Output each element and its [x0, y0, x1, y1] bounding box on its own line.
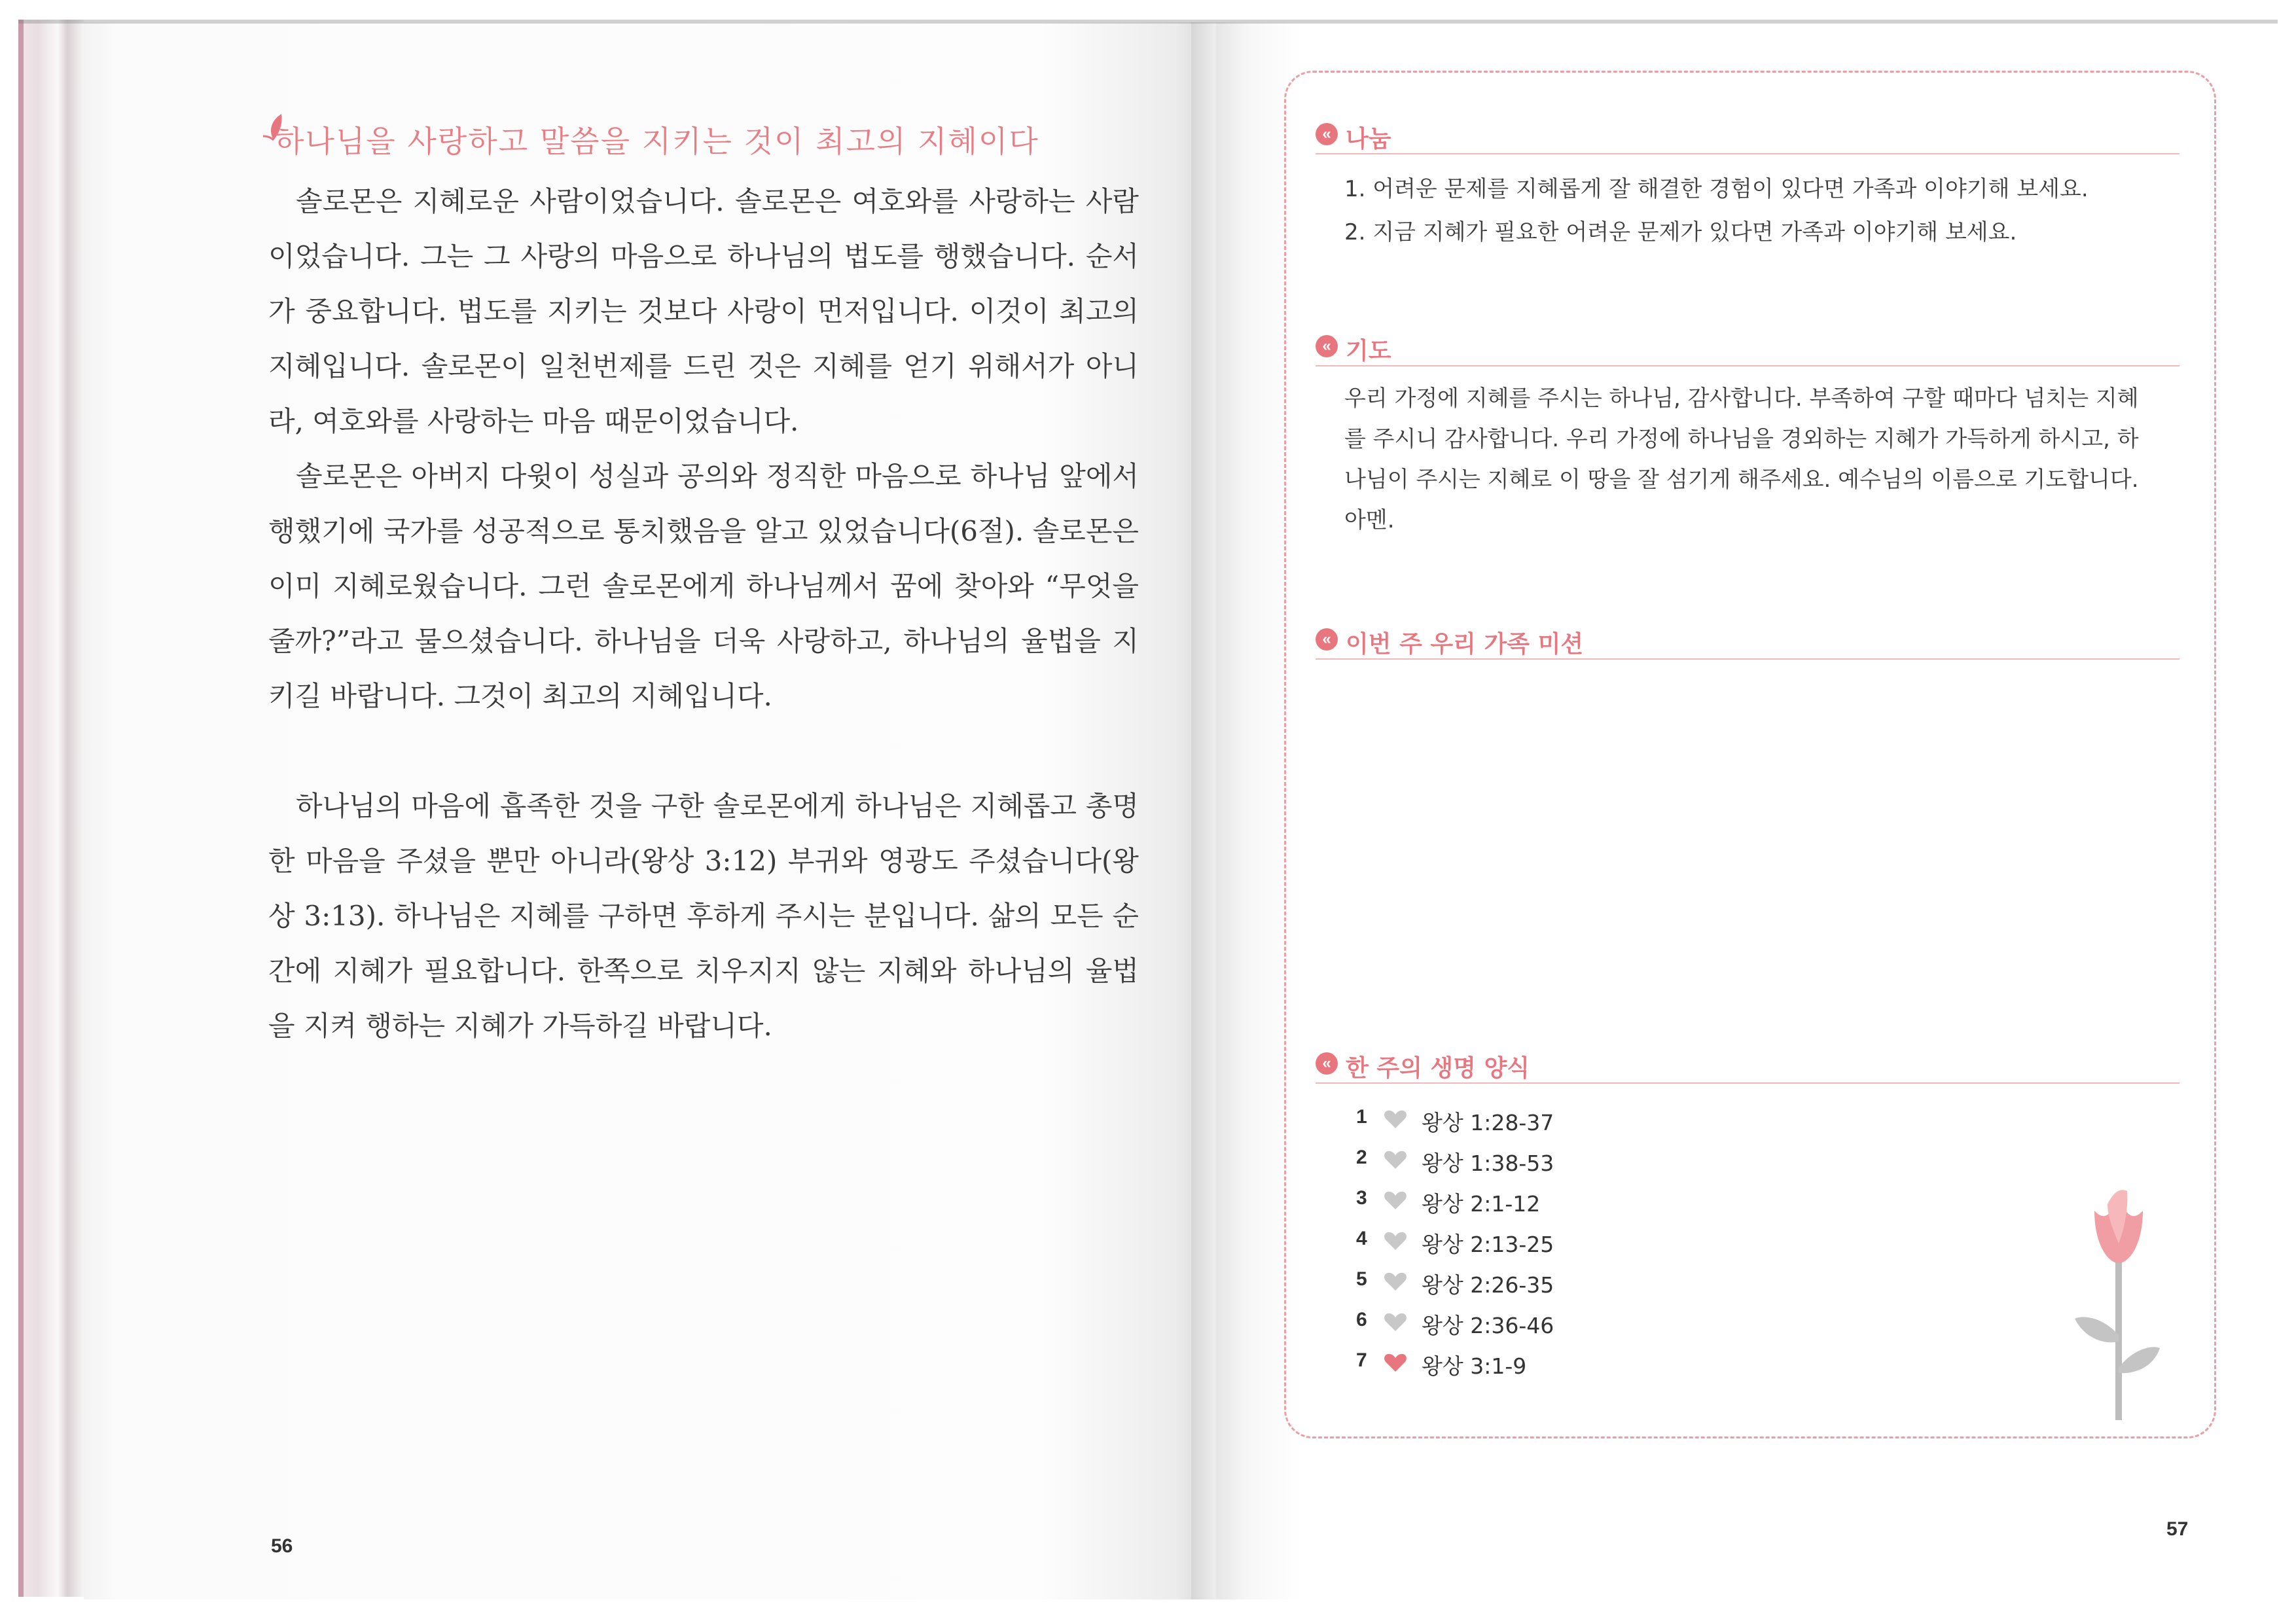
heart-icon	[1382, 1271, 1408, 1293]
reading-passage: 왕상 1:28-37	[1422, 1110, 1554, 1135]
reading-passage: 왕상 2:36-46	[1422, 1313, 1554, 1338]
scan-top-shadow	[18, 20, 2278, 24]
page-number-right: 57	[2166, 1518, 2189, 1540]
section-title-mission: 이번 주 우리 가족 미션	[1346, 631, 1584, 658]
sharing-list	[1344, 168, 2169, 254]
heart-icon	[1382, 1149, 1408, 1171]
body-paragraph-3: 하나님의 마음에 흡족한 것을 구한 솔로몬에게 하나님은 지혜롭고 총명한 마음을 주셨을 뿐만 아니라(왕상 3:12) 부귀와 영광도 주셨습니다(왕상 3:13). 하나님은 지혜를 구하면 후하게 주시는 분입니다. 삶의 모든 순간에 지혜가 필요합니다. 한쪽으로 치우지지 않는 지혜와 하나님의 율법을 지켜 행하는 지혜가 가득하길 바랍니다.	[268, 790, 1139, 1042]
reading-day: 4	[1356, 1228, 1367, 1249]
heart-icon-active	[1382, 1352, 1408, 1374]
reading-day: 5	[1356, 1268, 1367, 1290]
heart-icon	[1382, 1230, 1408, 1253]
reading-day: 1	[1356, 1106, 1367, 1128]
reading-day: 6	[1356, 1309, 1367, 1330]
heart-icon	[1382, 1311, 1408, 1334]
section-header-prayer	[1316, 334, 2179, 366]
section-chevron-icon: «	[1316, 1052, 1338, 1075]
book-cover-edge	[18, 20, 24, 1597]
section-chevron-icon: «	[1316, 628, 1338, 651]
section-header-mission	[1316, 627, 2179, 660]
reading-passage: 왕상 2:1-12	[1422, 1191, 1541, 1217]
reading-day: 2	[1356, 1147, 1367, 1168]
reading-passage: 왕상 3:1-9	[1422, 1353, 1527, 1379]
reading-passage: 왕상 1:38-53	[1422, 1150, 1554, 1176]
section-title-sharing: 나눔	[1346, 126, 1391, 152]
reading-day: 3	[1356, 1187, 1367, 1209]
reading-passage: 왕상 2:13-25	[1422, 1232, 1554, 1257]
section-chevron-icon: «	[1316, 335, 1338, 357]
section-title-prayer: 기도	[1346, 338, 1391, 365]
book-gutter	[1191, 22, 1217, 1599]
section-header-sharing	[1316, 122, 2179, 154]
book-edge-left	[18, 20, 84, 1597]
prayer-text: 우리 가정에 지혜를 주시는 하나님, 감사합니다. 부족하여 구할 때마다 넘치는 지혜를 주시니 감사합니다. 우리 가정에 하나님을 경외하는 지혜가 가득하게 하시고, 하나님이 주시는 지혜로 이 땅을 잘 섬기게 해주세요. 예수님의 이름으로 기도합니다. 아멘.	[1344, 385, 2139, 533]
heart-icon	[1382, 1109, 1408, 1131]
reading-passage: 왕상 2:26-35	[1422, 1272, 1554, 1298]
sharing-item-1: 1. 어려운 문제를 지혜롭게 잘 해결한 경험이 있다면 가족과 이야기해 보세요.	[1344, 176, 2089, 202]
section-header-reading	[1316, 1051, 2179, 1084]
heart-icon	[1382, 1190, 1408, 1212]
reading-day: 7	[1356, 1349, 1367, 1371]
body-paragraph-1: 솔로몬은 지혜로운 사람이었습니다. 솔로몬은 여호와를 사랑하는 사람이었습니다. 그는 그 사랑의 마음으로 하나님의 법도를 행했습니다. 순서가 중요합니다. 법도를 지키는 것보다 사랑이 먼저입니다. 이것이 최고의 지혜입니다. 솔로몬이 일천번제를 드린 것은 지혜를 얻기 위해서가 아니라, 여호와를 사랑하는 마음 때문이었습니다.	[268, 185, 1139, 437]
sharing-item-2: 2. 지금 지혜가 필요한 어려운 문제가 있다면 가족과 이야기해 보세요.	[1344, 219, 2017, 245]
page-heading: 하나님을 사랑하고 말씀을 지키는 것이 최고의 지혜이다	[275, 124, 1039, 159]
page-number-left: 56	[271, 1535, 293, 1557]
tulip-icon	[2068, 1185, 2166, 1420]
section-chevron-icon: «	[1316, 123, 1338, 145]
section-title-reading: 한 주의 생명 양식	[1346, 1055, 1530, 1082]
body-paragraph-2: 솔로몬은 아버지 다윗이 성실과 공의와 정직한 마음으로 하나님 앞에서 행했기에 국가를 성공적으로 통치했음을 알고 있었습니다(6절). 솔로몬은 이미 지혜로웠습니다. 그런 솔로몬에게 하나님께서 꿈에 찾아와 “무엇을 줄까?”라고 물으셨습니다. 하나님을 더욱 사랑하고, 하나님의 율법을 지키길 바랍니다. 그것이 최고의 지혜입니다.	[268, 460, 1139, 712]
